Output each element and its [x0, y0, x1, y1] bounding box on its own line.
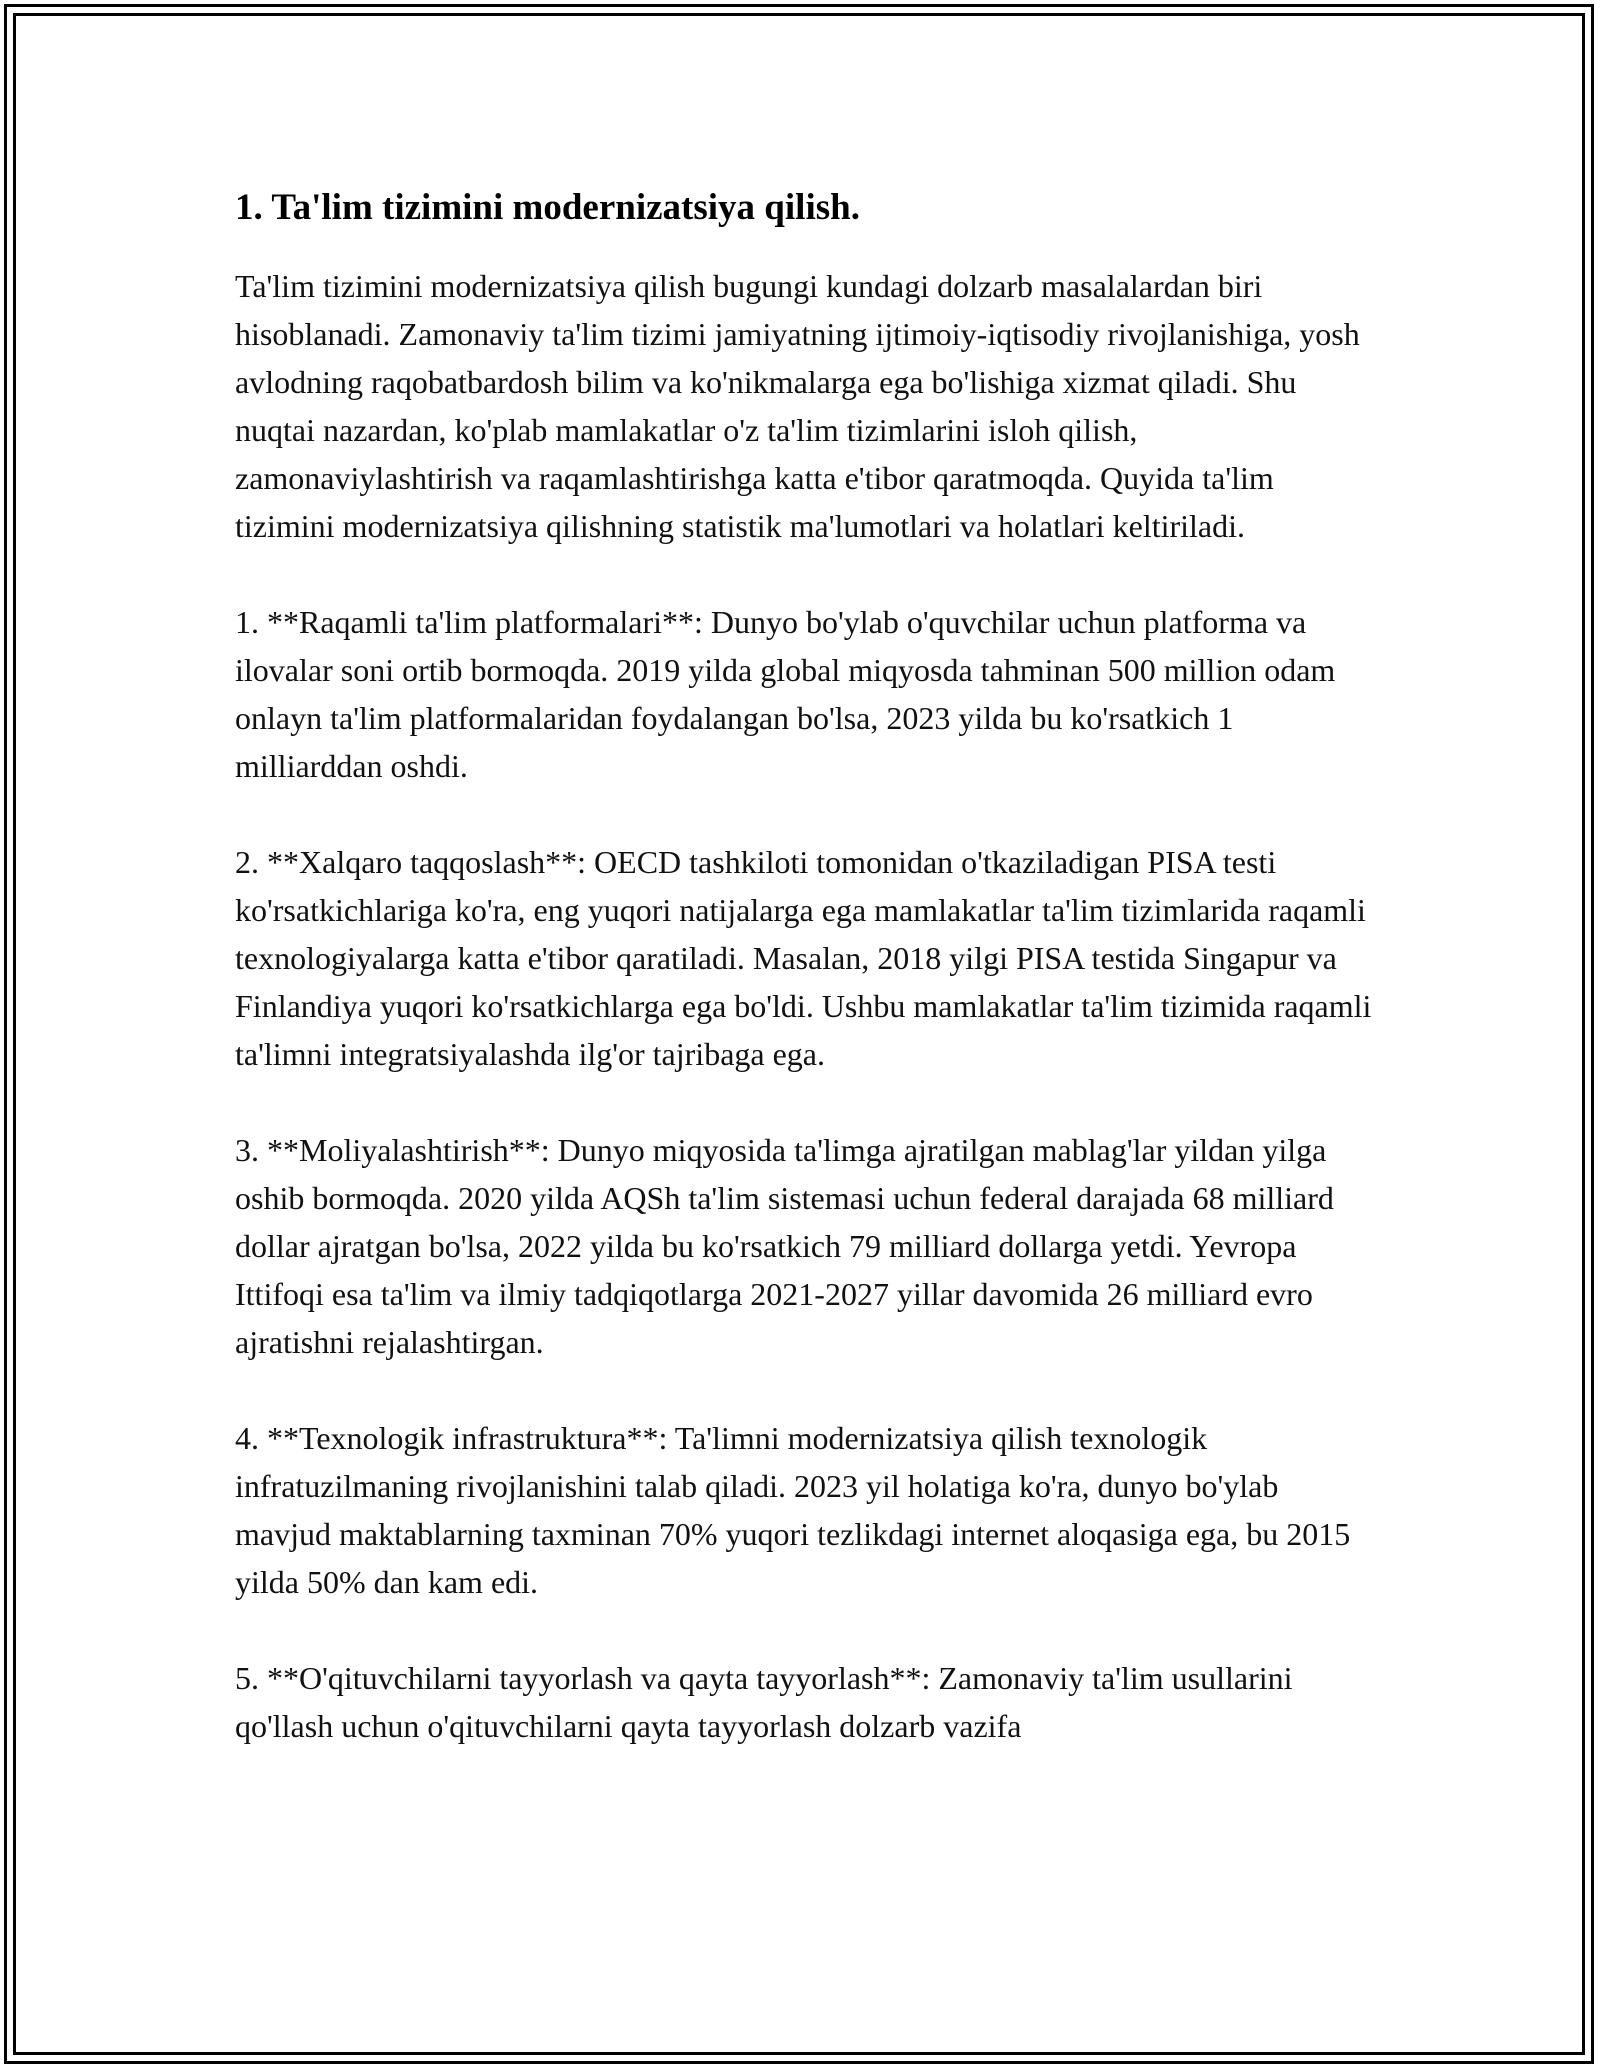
- item-digital-platforms: 1. **Raqamli ta'lim platformalari**: Dunyo bo'ylab o'quvchilar uchun platforma va ilovalar soni ortib bormoqda. 2019 yilda global miqyosda tahminan 500 million odam onlayn ta'lim platformalaridan foydalangan bo'lsa, 2023 yilda bu ko'rsatkich 1 milliarddan oshdi.: [235, 604, 1336, 784]
- item-teacher-training: 5. **O'qituvchilarni tayyorlash va qayta tayyorlash**: Zamonaviy ta'lim usullarini qo'llash uchun o'qituvchilarni qayta tayyorlash dolzarb vazifa: [235, 1660, 1293, 1744]
- item-international-comparison: 2. **Xalqaro taqqoslash**: OECD tashkiloti tomonidan o'tkaziladigan PISA testi ko'rsatkichlariga ko'ra, eng yuqori natijalarga ega mamlakatlar ta'lim tizimlarida raqamli texnologiyalarga katta e'tibor qaratiladi. Masalan, 2018 yilgi PISA testida Singapur va Finlandiya yuqori ko'rsatkichlarga ega bo'ldi. Ushbu mamlakatlar ta'lim tizimida raqamli ta'limni integratsiyalashda ilg'or tajribaga ega.: [235, 844, 1372, 1072]
- item-tech-infrastructure: 4. **Texnologik infrastruktura**: Ta'limni modernizatsiya qilish texnologik infratuzilmaning rivojlanishini talab qiladi. 2023 yil holatiga ko'ra, dunyo bo'ylab mavjud maktablarning taxminan 70% yuqori tezlikdagi internet aloqasiga ega, bu 2015 yilda 50% dan kam edi.: [235, 1420, 1351, 1600]
- item-financing: 3. **Moliyalashtirish**: Dunyo miqyosida ta'limga ajratilgan mablag'lar yildan yilga oshib bormoqda. 2020 yilda AQSh ta'lim sistemasi uchun federal darajada 68 milliard dollar ajratgan bo'lsa, 2022 yilda bu ko'rsatkich 79 milliard dollarga yetdi. Yevropa Ittifoqi esa ta'lim va ilmiy tadqiqotlarga 2021-2027 yillar davomida 26 milliard evro ajratishni rejalashtirgan.: [235, 1132, 1334, 1360]
- document-body: [235, 180, 1375, 1798]
- section-heading: 1. Ta'lim tizimini modernizatsiya qilish.: [235, 187, 860, 228]
- intro-paragraph: Ta'lim tizimini modernizatsiya qilish bugungi kundagi dolzarb masalalardan biri hisoblanadi. Zamonaviy ta'lim tizimi jamiyatning ijtimoiy-iqtisodiy rivojlanishiga, yosh avlodning raqobatbardosh bilim va ko'nikmalarga ega bo'lishiga xizmat qiladi. Shu nuqtai nazardan, ko'plab mamlakatlar o'z ta'lim tizimlarini isloh qilish, zamonaviylashtirish va raqamlashtirishga katta e'tibor qaratmoqda. Quyida ta'lim tizimini modernizatsiya qilishning statistik ma'lumotlari va holatlari keltiriladi.: [235, 268, 1360, 544]
